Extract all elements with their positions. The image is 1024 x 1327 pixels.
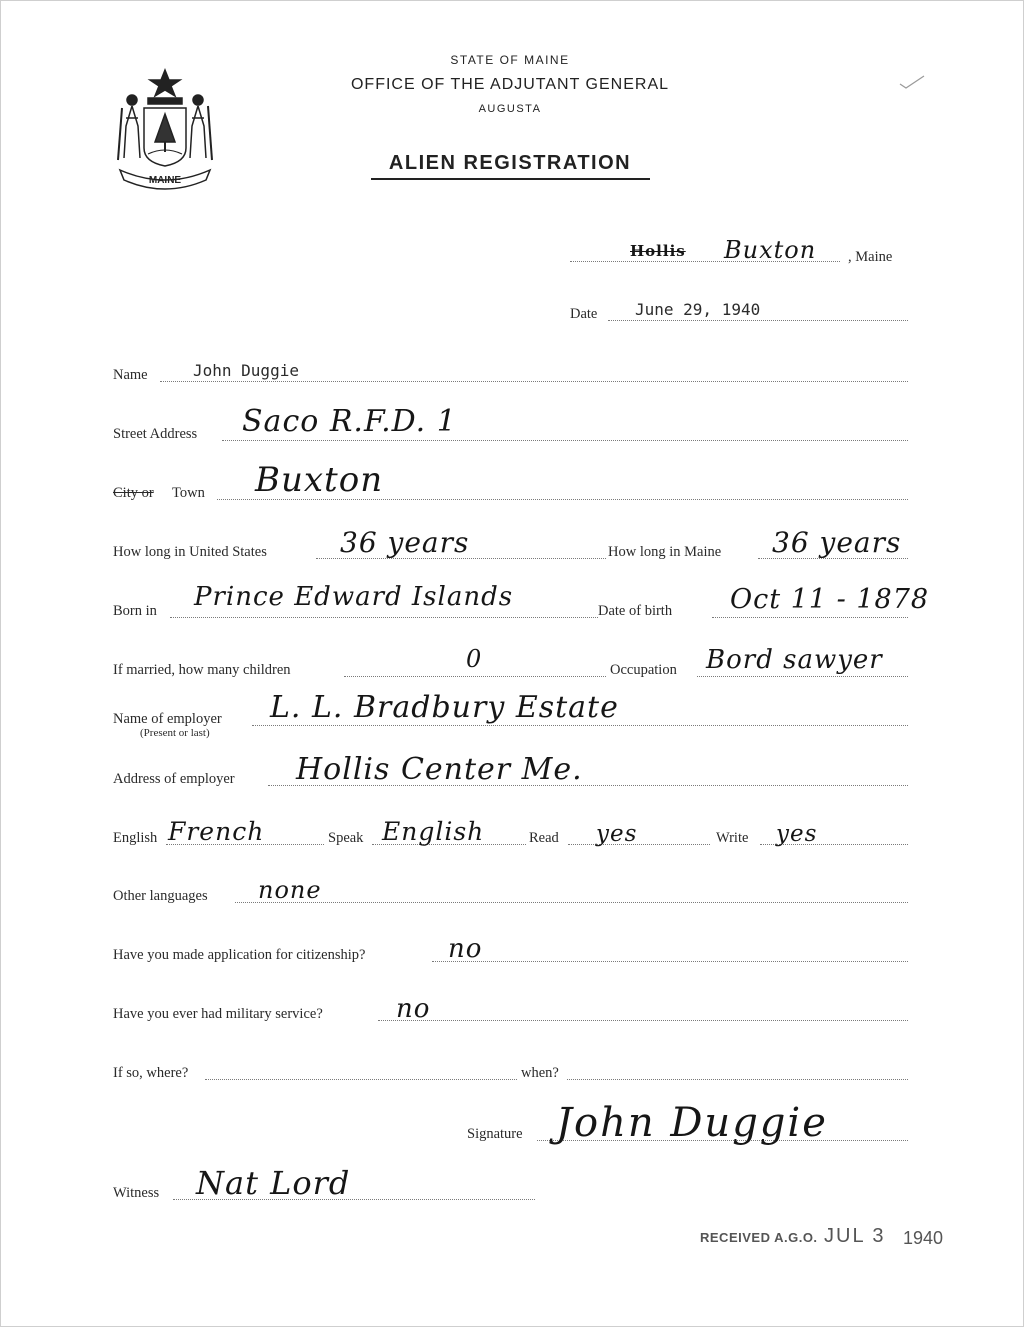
maine-years-label: How long in Maine	[608, 544, 722, 560]
military-value[interactable]: no	[396, 994, 431, 1024]
svg-text:MAINE: MAINE	[148, 175, 182, 186]
street-value[interactable]: Saco R.F.D. 1	[242, 404, 457, 439]
when-label: when?	[521, 1065, 559, 1081]
children-label: If married, how many children	[113, 662, 291, 678]
speak-label: Speak	[328, 830, 364, 846]
other-languages-value[interactable]: none	[258, 876, 322, 904]
children-value[interactable]: 0	[466, 645, 483, 673]
read-value[interactable]: yes	[596, 821, 638, 847]
where-line	[205, 1079, 517, 1080]
header-state: STATE OF MAINE	[450, 53, 570, 67]
citizenship-label: Have you made application for citizenship?	[113, 947, 366, 963]
citizenship-line	[432, 961, 908, 962]
maine-state-seal	[112, 66, 218, 192]
citizenship-value[interactable]: no	[448, 934, 483, 964]
name-line	[160, 381, 908, 382]
english-value[interactable]: French	[168, 817, 265, 846]
employer-address-label: Address of employer	[113, 771, 235, 787]
when-line	[567, 1079, 908, 1080]
employer-label: Name of employer	[113, 711, 222, 727]
occupation-line	[697, 676, 908, 677]
born-in-value[interactable]: Prince Edward Islands	[194, 582, 514, 612]
witness-label: Witness	[113, 1185, 160, 1201]
received-stamp-text: RECEIVED A.G.O.	[700, 1230, 818, 1245]
location-suffix: , Maine	[848, 249, 893, 265]
header-city: AUGUSTA	[478, 103, 542, 115]
received-stamp-year: 1940	[903, 1228, 944, 1248]
witness-value[interactable]: Nat Lord	[196, 1164, 351, 1202]
location-value[interactable]: Buxton	[724, 236, 817, 264]
employer-line	[252, 725, 908, 726]
town-label: Town	[172, 485, 205, 501]
dob-label: Date of birth	[598, 603, 673, 619]
read-line	[568, 844, 710, 845]
other-languages-line	[235, 902, 908, 903]
date-line	[608, 320, 908, 321]
date-value[interactable]: June 29, 1940	[635, 300, 761, 319]
town-struck: City or	[113, 485, 154, 501]
speak-value[interactable]: English	[382, 817, 485, 846]
name-value[interactable]: John Duggie	[193, 361, 299, 380]
street-label: Street Address	[113, 426, 198, 442]
occupation-label: Occupation	[610, 662, 677, 678]
employer-address-value[interactable]: Hollis Center Me.	[296, 752, 583, 787]
children-line	[344, 676, 606, 677]
town-value[interactable]: Buxton	[255, 460, 384, 500]
check-mark-icon	[898, 74, 926, 90]
other-languages-label: Other languages	[113, 888, 208, 904]
dob-line	[712, 617, 908, 618]
english-label: English	[113, 830, 158, 846]
born-in-line	[170, 617, 598, 618]
signature-label: Signature	[467, 1126, 523, 1142]
form-title: ALIEN REGISTRATION	[388, 152, 632, 174]
signature-value[interactable]: John Duggie	[556, 1100, 828, 1146]
dob-value[interactable]: Oct 11 - 1878	[730, 584, 930, 615]
name-label: Name	[113, 367, 148, 383]
location-struck: Hollis	[630, 242, 686, 260]
title-underline	[371, 178, 650, 180]
received-stamp-date: JUL 3	[824, 1225, 886, 1247]
header-office: OFFICE OF THE ADJUTANT GENERAL	[350, 76, 670, 93]
employer-value[interactable]: L. L. Bradbury Estate	[270, 690, 619, 725]
read-label: Read	[529, 830, 559, 846]
street-line	[222, 440, 908, 441]
date-label: Date	[570, 306, 598, 322]
where-label: If so, where?	[113, 1065, 189, 1081]
born-in-label: Born in	[113, 603, 157, 619]
military-line	[378, 1020, 908, 1021]
occupation-value[interactable]: Bord sawyer	[706, 645, 883, 675]
employer-sublabel: (Present or last)	[140, 727, 210, 739]
military-label: Have you ever had military service?	[113, 1006, 323, 1022]
maine-years-value[interactable]: 36 years	[772, 526, 902, 559]
us-years-value[interactable]: 36 years	[340, 526, 470, 559]
us-years-label: How long in United States	[113, 544, 267, 560]
write-label: Write	[716, 830, 749, 846]
write-value[interactable]: yes	[776, 821, 818, 847]
